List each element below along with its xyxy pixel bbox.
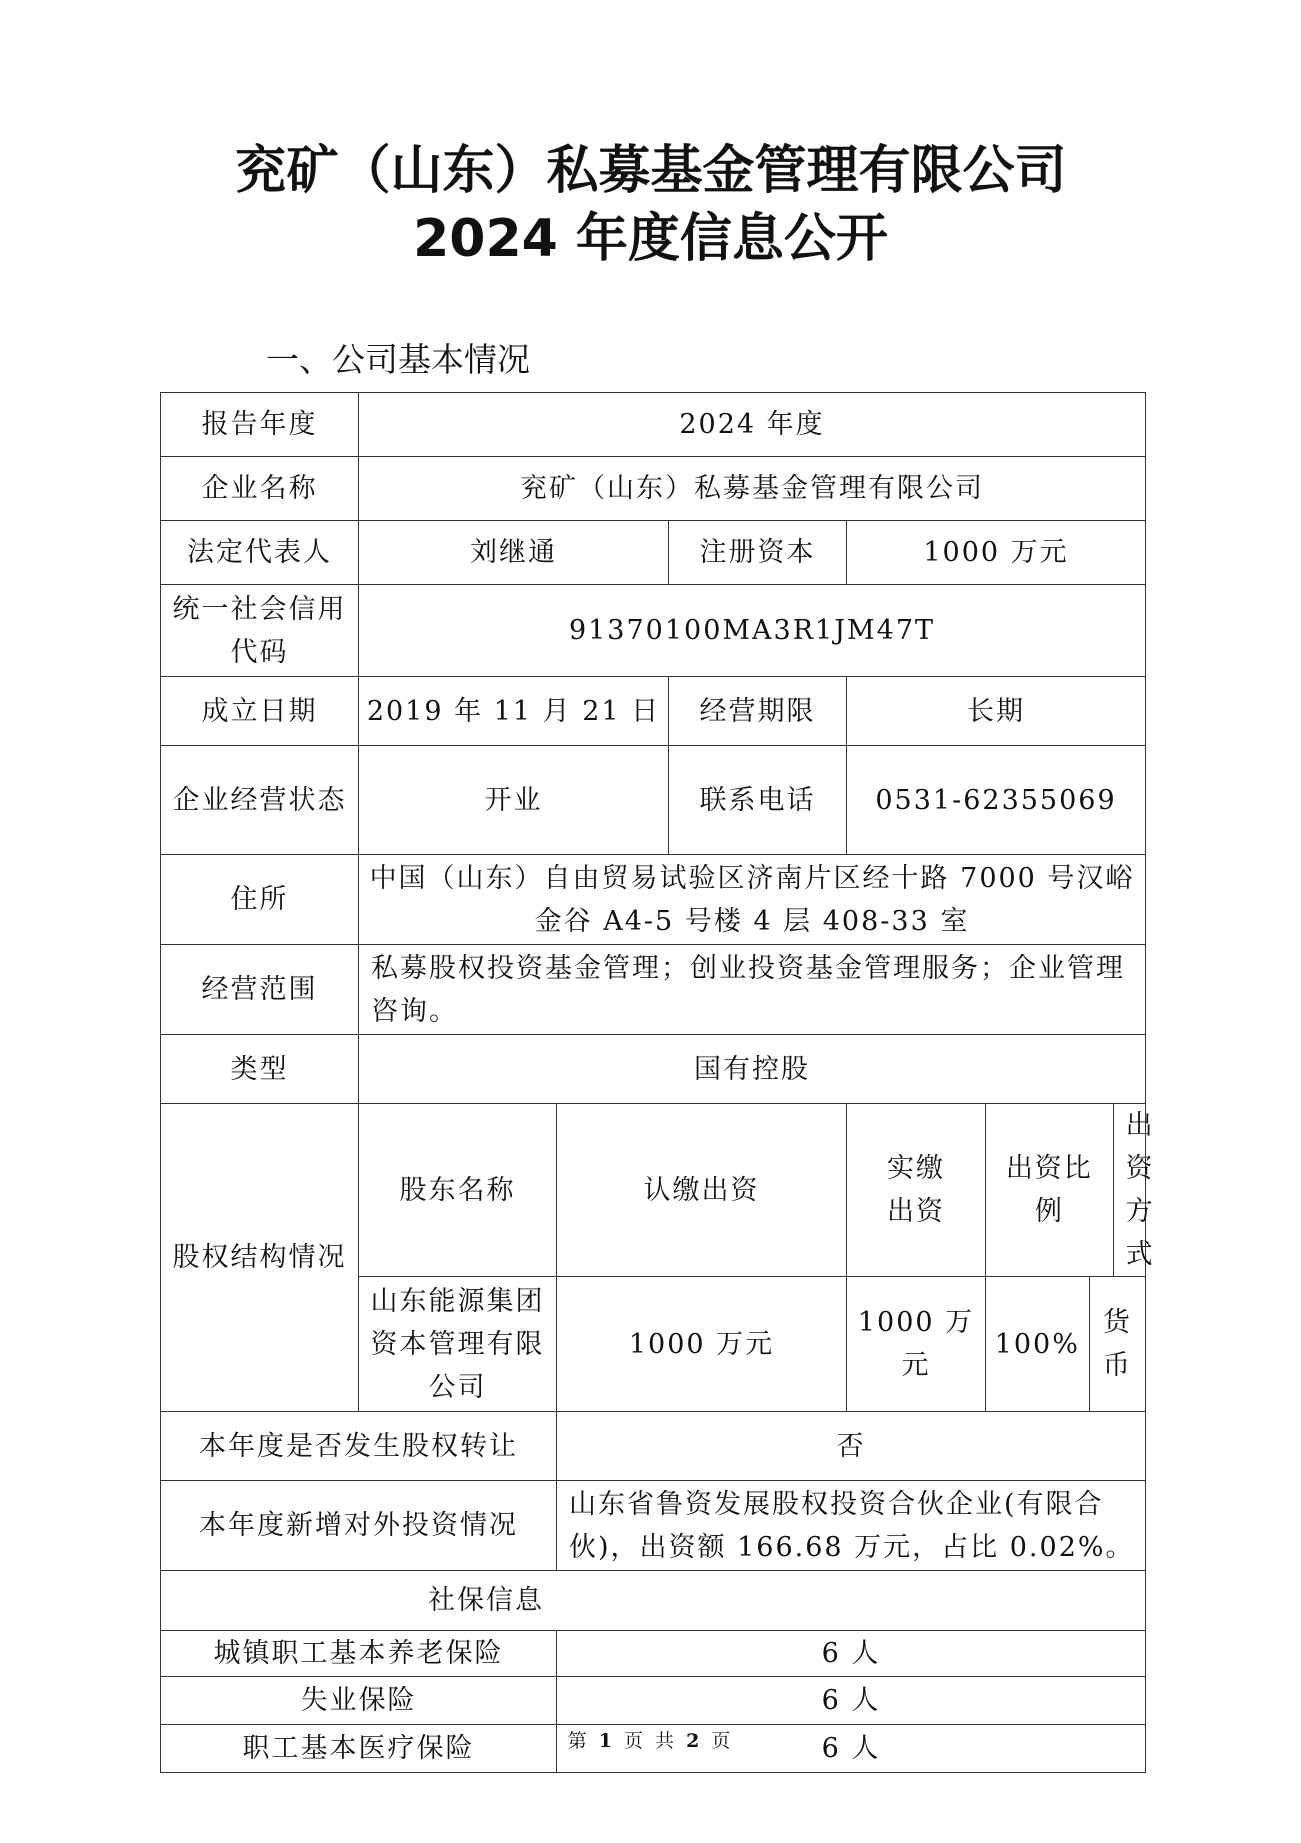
medical-label: 职工基本医疗保险 (161, 1725, 557, 1773)
table-row (161, 585, 1146, 677)
equity-header-shareholder: 股东名称 (359, 1104, 557, 1277)
equity-header-paid: 实缴出资 (847, 1104, 986, 1277)
footer-total-pages: 2 (686, 1730, 703, 1752)
medical-value: 6 人 (557, 1725, 1146, 1773)
table-row (161, 457, 1146, 521)
footer-middle: 页 共 (614, 1730, 687, 1752)
scope-label: 经营范围 (161, 945, 359, 1035)
table-row (161, 945, 1146, 1035)
equity-header-subscribed: 认缴出资 (557, 1104, 847, 1277)
equity-method: 货币 (1102, 1307, 1132, 1381)
type-label: 类型 (161, 1035, 359, 1104)
credit-code-label: 统一社会信用代码 (161, 585, 359, 677)
company-info-table (160, 392, 1155, 1773)
footer-page-number: 1 (598, 1730, 615, 1752)
phone-label: 联系电话 (669, 746, 847, 855)
reg-capital-value: 1000 万元 (847, 521, 1146, 585)
table-row (161, 1631, 1146, 1677)
footer-suffix: 页 (702, 1730, 734, 1752)
table-row (161, 1571, 1146, 1631)
term-value: 长期 (847, 677, 1146, 746)
scope-value: 私募股权投资基金管理；创业投资基金管理服务；企业管理咨询。 (359, 945, 1146, 1035)
table-row (161, 393, 1146, 457)
document-title-line1: 兖矿（山东）私募基金管理有限公司 (234, 141, 1067, 201)
social-header: 社保信息 (161, 1571, 1146, 1631)
unemployment-label: 失业保险 (161, 1677, 557, 1725)
legal-rep-value: 刘继通 (359, 521, 669, 585)
equity-paid: 1000 万元 (847, 1277, 986, 1412)
report-year-value: 2024 年度 (359, 393, 1146, 457)
table-row (161, 1104, 1146, 1277)
status-label: 企业经营状态 (161, 746, 359, 855)
equity-subscribed: 1000 万元 (557, 1277, 847, 1412)
pension-label: 城镇职工基本养老保险 (161, 1631, 557, 1677)
status-value: 开业 (359, 746, 669, 855)
table-row (161, 521, 1146, 585)
founded-value: 2019 年 11 月 21 日 (359, 677, 669, 746)
address-value: 中国（山东）自由贸易试验区济南片区经十路 7000 号汉峪金谷 A4-5 号楼 4 层 408-33 室 (359, 855, 1146, 945)
equity-shareholder: 山东能源集团资本管理有限公司 (359, 1277, 557, 1412)
term-label: 经营期限 (669, 677, 847, 746)
equity-ratio: 100% (986, 1277, 1089, 1411)
reg-capital-label: 注册资本 (669, 521, 847, 585)
investment-value: 山东省鲁资发展股权投资合伙企业(有限合伙)，出资额 166.68 万元，占比 0.02%。 (557, 1481, 1146, 1571)
equity-header-method: 出资方式 (1125, 1110, 1155, 1270)
equity-ratio-method (986, 1277, 1146, 1412)
table-row (161, 746, 1146, 855)
pension-value: 6 人 (557, 1631, 1146, 1677)
company-name-label: 企业名称 (161, 457, 359, 521)
equity-header-ratio: 出资比例 (986, 1104, 1113, 1276)
table-row (161, 855, 1146, 945)
table-row (161, 1677, 1146, 1725)
type-value: 国有控股 (359, 1035, 1146, 1104)
table-row (161, 677, 1146, 746)
table-row (161, 1412, 1146, 1481)
report-year-label: 报告年度 (161, 393, 359, 457)
equity-label: 股权结构情况 (161, 1104, 359, 1412)
equity-header-ratio-method (986, 1104, 1155, 1277)
investment-label: 本年度新增对外投资情况 (161, 1481, 557, 1571)
unemployment-value: 6 人 (557, 1677, 1146, 1725)
transfer-label: 本年度是否发生股权转让 (161, 1412, 557, 1481)
address-label: 住所 (161, 855, 359, 945)
founded-label: 成立日期 (161, 677, 359, 746)
credit-code-value: 91370100MA3R1JM47T (359, 585, 1146, 677)
phone-value: 0531-62355069 (847, 746, 1146, 855)
section-heading: 一、公司基本情况 (266, 340, 530, 379)
document-title-line2: 2024 年度信息公开 (413, 209, 888, 269)
footer-prefix: 第 (567, 1730, 599, 1752)
page-footer (0, 1726, 1301, 1753)
table-row (161, 1481, 1146, 1571)
legal-rep-label: 法定代表人 (161, 521, 359, 585)
table-row (161, 1035, 1146, 1104)
transfer-value: 否 (557, 1412, 1146, 1481)
company-name-value: 兖矿（山东）私募基金管理有限公司 (359, 457, 1146, 521)
